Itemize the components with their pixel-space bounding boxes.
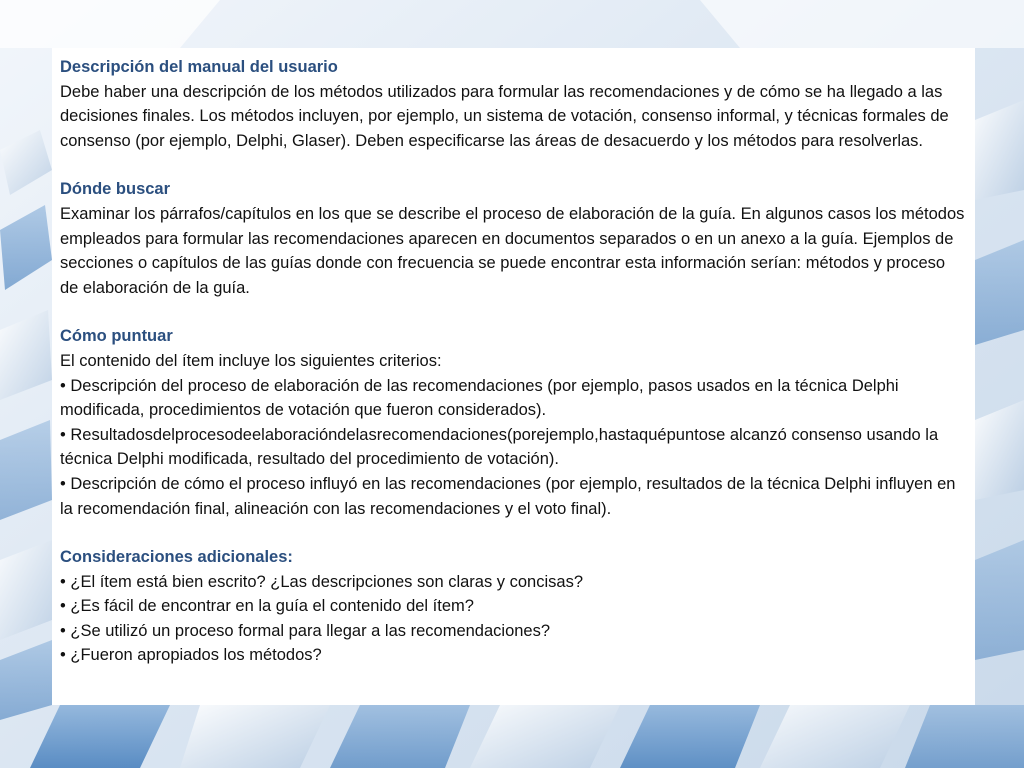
content-panel [52, 48, 975, 705]
consideration-item: • ¿Se utilizó un proceso formal para llegar a las recomendaciones? [60, 621, 551, 640]
criteria-item: • Descripción del proceso de elaboración de las recomendaciones (por ejemplo, pasos usados en la técnica Delphi modificada, procedimientos de votación que fueron considerados). [60, 376, 899, 420]
section-paragraph: Examinar los párrafos/capítulos en los que se describe el proceso de elaboración de la guía. En algunos casos los métodos empleados para formular las recomendaciones aparecen en documentos separados o en un anexo a la guía. Ejemplos de secciones o capítulos de las guías donde con frecuencia se puede encontrar esta información serían: métodos y proceso de elaboración de la guía. [60, 204, 965, 297]
consideration-item: • ¿Es fácil de encontrar en la guía el contenido del ítem? [60, 597, 474, 616]
criteria-item: • Descripción de cómo el proceso influyó en las recomendaciones (por ejemplo, resultados de la técnica Delphi influyen en la recomendación final, alineación con las recomendaciones y el voto final). [60, 474, 956, 518]
criteria-item: • Resultadosdelprocesodeelaboracióndelasrecomendaciones(porejemplo,hastaquépuntose alcanzó consenso usando la técnica Delphi modificada, resultado del procedimiento de votación). [60, 425, 939, 469]
section-heading: Cómo puntuar [60, 327, 173, 346]
section-paragraph: Debe haber una descripción de los métodos utilizados para formular las recomendaciones y de cómo se ha llegado a las decisiones finales. Los métodos incluyen, por ejemplo, un sistema de votación, consenso informal, y técnicas formales de consenso (por ejemplo, Delphi, Glaser). Deben especificarse las áreas de desacuerdo y los métodos para resolverlas. [60, 82, 949, 150]
section-heading: Dónde buscar [60, 180, 171, 199]
consideration-item: • ¿Fueron apropiados los métodos? [60, 646, 322, 665]
section-intro: El contenido del ítem incluye los siguientes criterios: [60, 351, 442, 370]
section-consideraciones [60, 545, 965, 668]
section-heading: Consideraciones adicionales: [60, 548, 293, 567]
section-como-puntuar [60, 324, 965, 521]
section-heading: Descripción del manual del usuario [60, 58, 338, 76]
section-descripcion [60, 55, 965, 153]
consideration-item: • ¿El ítem está bien escrito? ¿Las descripciones son claras y concisas? [60, 572, 584, 591]
section-donde-buscar [60, 177, 965, 300]
